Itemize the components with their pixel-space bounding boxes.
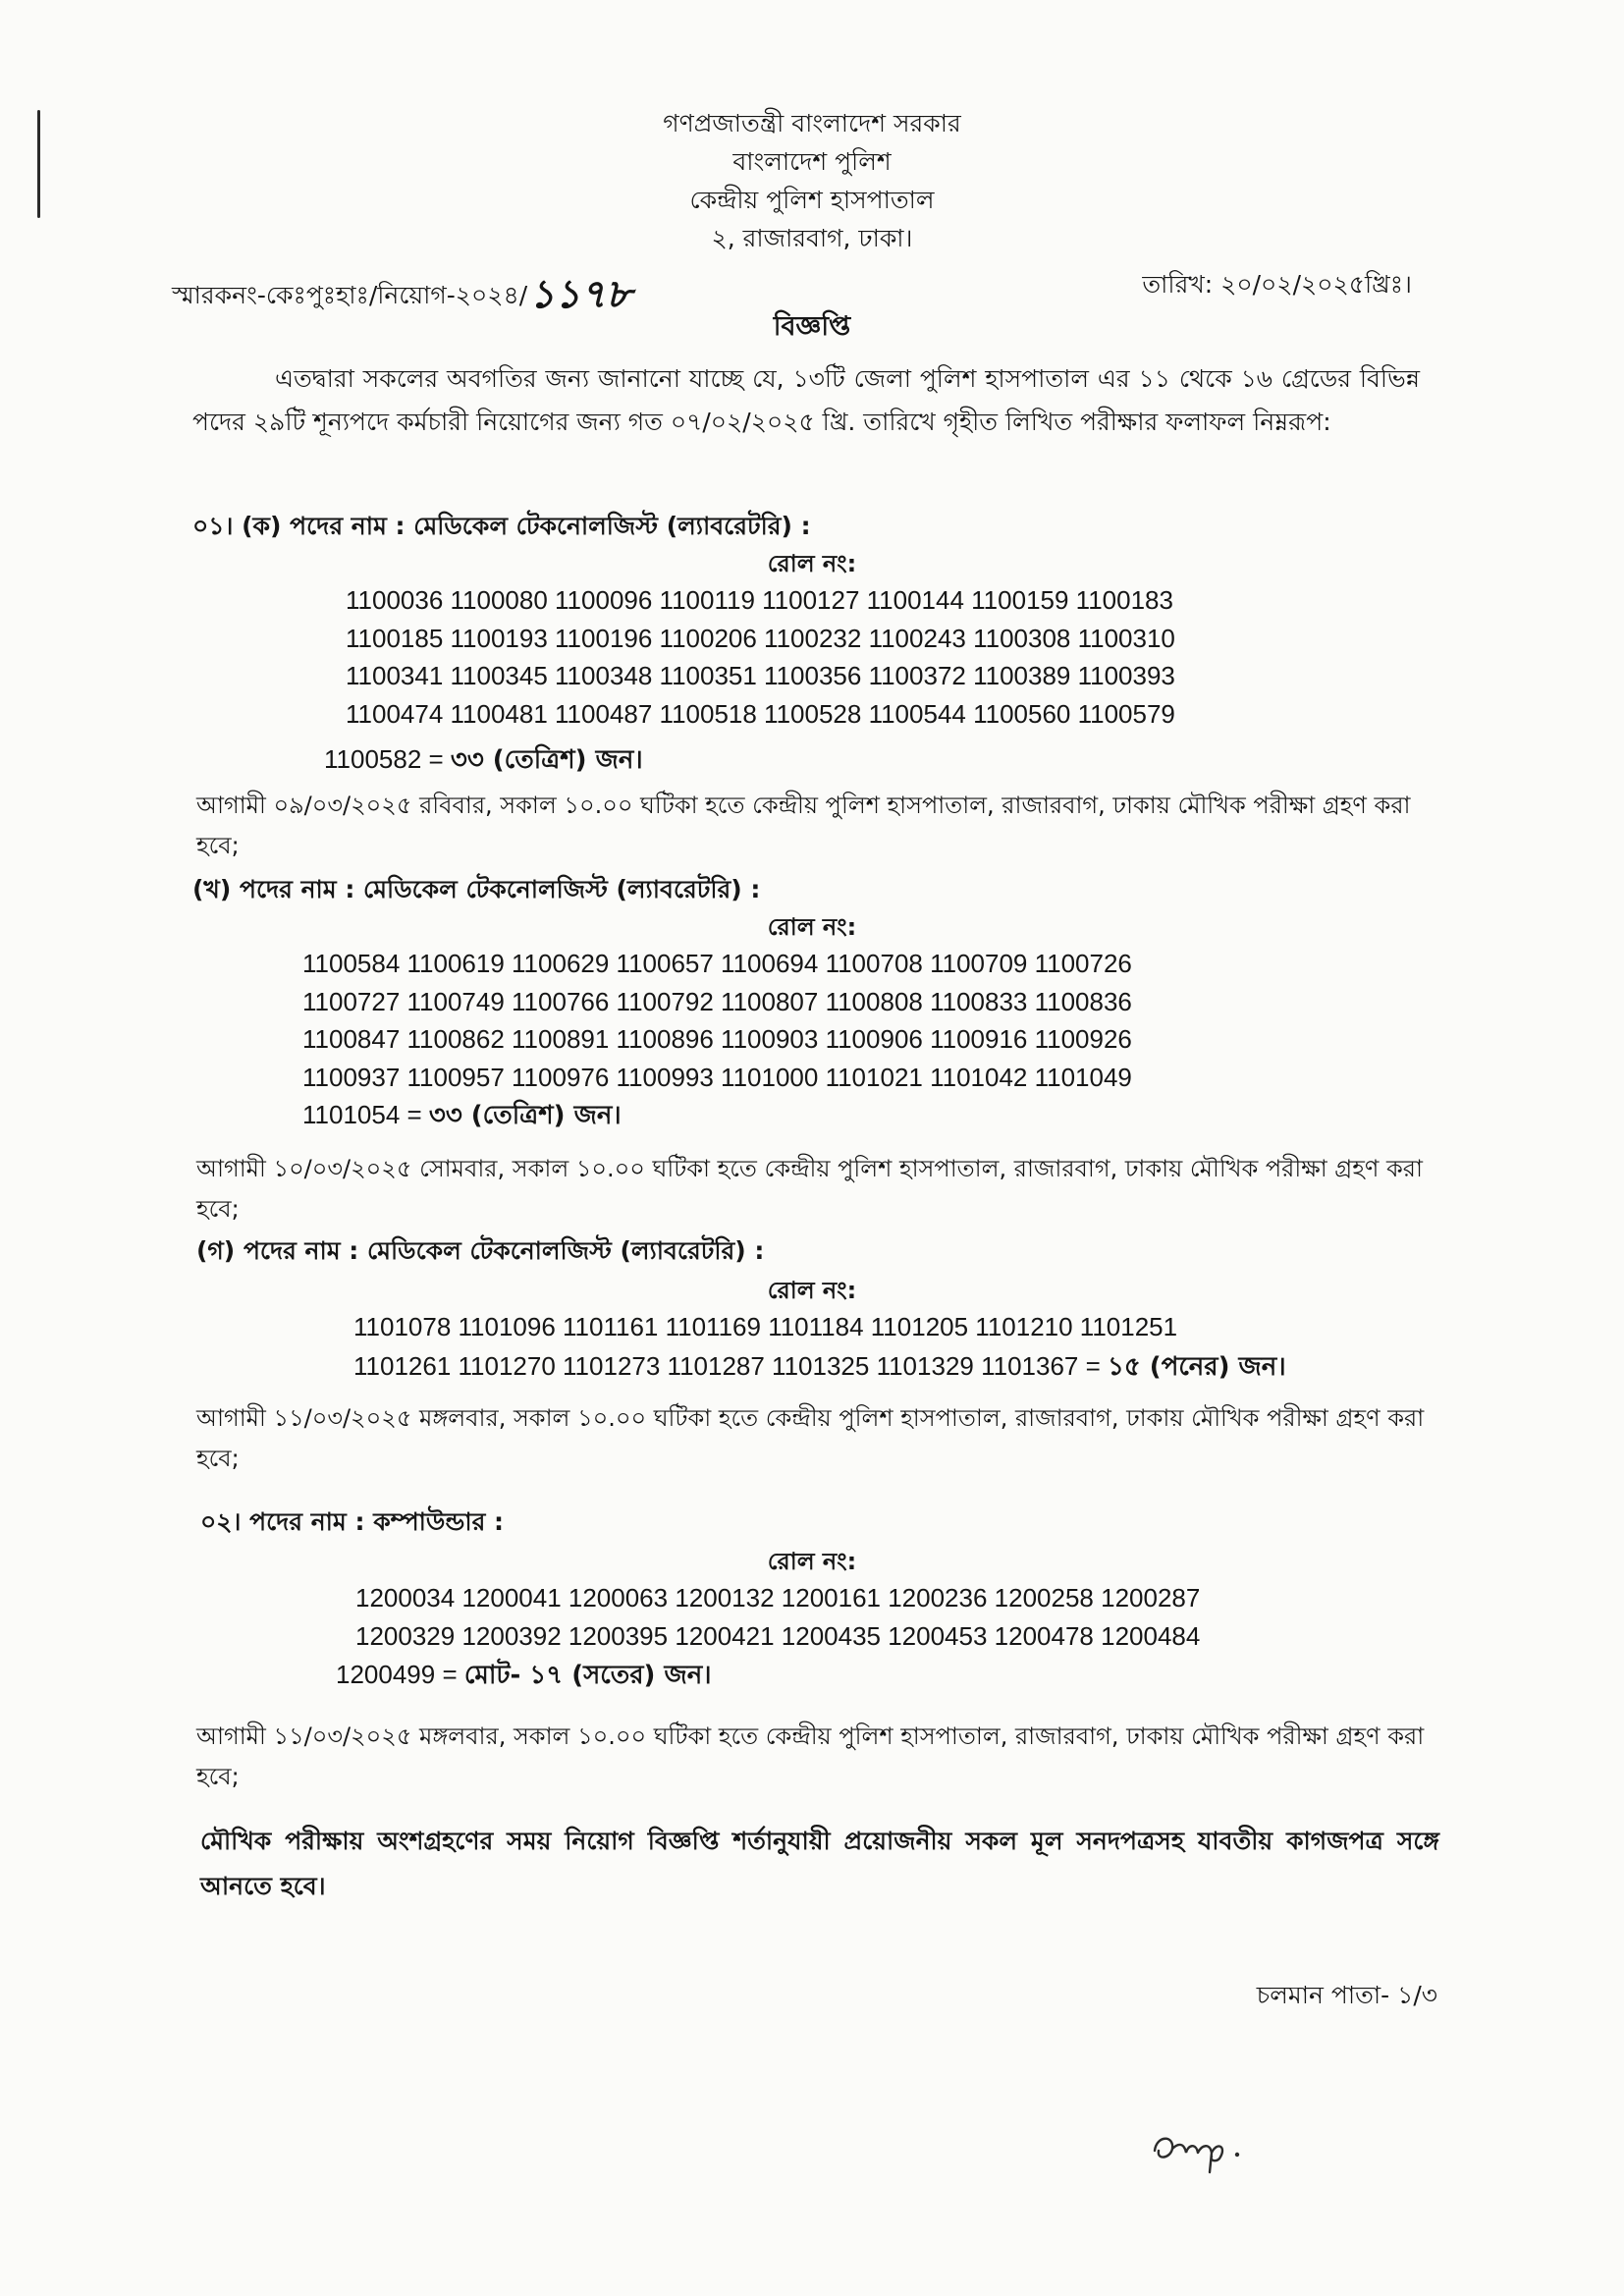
- section-1-roll-label: রোল নং:: [767, 550, 857, 577]
- section-3-roll-label: রোল নং:: [767, 1277, 857, 1304]
- last-roll: 1200499 =: [336, 1660, 464, 1689]
- roll-row: 1100584 1100619 1100629 1100657 1100694 1100708 1100709 1100726: [302, 949, 1132, 978]
- section-4-viva-note: আগামী ১১/০৩/২০২৫ মঙ্গলবার, সকাল ১০.০০ ঘটিকা হতে কেন্দ্রীয় পুলিশ হাসপাতাল, রাজারবাগ, ঢাকায় মৌখিক পরীক্ষা গ্রহণ করা হবে;: [196, 1722, 1425, 1790]
- roll-row: 1101078 1101096 1101161 1101169 1101184 1101205 1101210 1101251: [353, 1312, 1178, 1341]
- section-4-roll-label: রোল নং:: [767, 1548, 857, 1575]
- section-1-roll-list: [346, 581, 1175, 733]
- section-1-heading: ০১। (ক) পদের নাম : মেডিকেল টেকনোলজিস্ট (ল্যাবরেটরি) :: [192, 512, 811, 540]
- section-4-roll-list: [355, 1579, 1200, 1655]
- section-2-roll-label: রোল নং:: [767, 913, 857, 941]
- section-2-viva-note: আগামী ১০/০৩/২০২৫ সোমবার, সকাল ১০.০০ ঘটিকা হতে কেন্দ্রীয় পুলিশ হাসপাতাল, রাজারবাগ, ঢাকায় মৌখিক পরীক্ষা গ্রহণ করা হবে;: [196, 1155, 1423, 1223]
- roll-row: 1100474 1100481 1100487 1100518 1100528 1100544 1100560 1100579: [346, 698, 1175, 729]
- roll-row: 1200034 1200041 1200063 1200132 1200161 1200236 1200258 1200287: [355, 1583, 1201, 1613]
- section-3-roll-total-row: [353, 1347, 1286, 1387]
- section-4-roll-total-row: [336, 1656, 712, 1695]
- roll-row: 1100185 1100193 1100196 1100206 1100232 1100243 1100308 1100310: [346, 623, 1175, 653]
- section-4-heading: ০২। পদের নাম : কম্পাউন্ডার :: [200, 1507, 505, 1536]
- section-1-roll-total-row: [324, 740, 643, 780]
- letterhead-line-address: ২, রাজারবাগ, ঢাকা।: [711, 224, 913, 252]
- signature-scribble: [1147, 2121, 1255, 2180]
- intro-paragraph: এতদ্বারা সকলের অবগতির জন্য জানানো যাচ্ছে যে, ১৩টি জেলা পুলিশ হাসপাতাল এর ১১ থেকে ১৬ গ্রেডের বিভিন্ন পদের ২৯টি শূন্যপদে কর্মচারী নিয়োগের জন্য গত ০৭/০২/২০২৫ খ্রি. তারিখে গৃহীত লিখিত পরীক্ষার ফলাফল নিম্নরূপ:: [192, 364, 1420, 436]
- letterhead-line-hospital: কেন্দ্রীয় পুলিশ হাসপাতাল: [689, 186, 935, 214]
- documents-instruction: মৌখিক পরীক্ষায় অংশগ্রহণের সময় নিয়োগ বিজ্ঞপ্তি শর্তানুযায়ী প্রয়োজনীয় সকল মূল সনদপত্রসহ যাবতীয় কাগজপত্র সঙ্গে আনতে হবে।: [200, 1827, 1439, 1900]
- letterhead-line-police: বাংলাদেশ পুলিশ: [732, 147, 892, 176]
- roll-row: 1100937 1100957 1100976 1100993 1101000 1101021 1101042 1101049: [302, 1062, 1132, 1092]
- section-1-total: ৩৩ (তেত্রিশ) জন।: [450, 745, 643, 775]
- roll-row: 1100036 1100080 1100096 1100119 1100127 1100144 1100159 1100183: [346, 585, 1173, 615]
- memo-prefix: স্মারকনং-কেঃপুঃহাঃ/নিয়োগ-২০২৪/: [172, 281, 528, 309]
- section-2-roll-total-row: [302, 1096, 622, 1135]
- page-indicator: চলমান পাতা- ১/৩: [1256, 1981, 1437, 2009]
- section-3-viva-note: আগামী ১১/০৩/২০২৫ মঙ্গলবার, সকাল ১০.০০ ঘটিকা হতে কেন্দ্রীয় পুলিশ হাসপাতাল, রাজারবাগ, ঢাকায় মৌখিক পরীক্ষা গ্রহণ করা হবে;: [196, 1404, 1425, 1472]
- roll-row: 1200329 1200392 1200395 1200421 1200435 1200453 1200478 1200484: [355, 1620, 1201, 1651]
- letterhead: [0, 104, 1624, 257]
- letterhead-line-government: গণপ্রজাতন্ত্রী বাংলাদেশ সরকার: [663, 109, 961, 137]
- section-1-viva-note: আগামী ০৯/০৩/২০২৫ রবিবার, সকাল ১০.০০ ঘটিকা হতে কেন্দ্রীয় পুলিশ হাসপাতাল, রাজারবাগ, ঢাকায় মৌখিক পরীক্ষা গ্রহণ করা হবে;: [196, 792, 1411, 859]
- section-2-roll-list: [302, 945, 1132, 1096]
- roll-row: 1100727 1100749 1100766 1100792 1100807 1100808 1100833 1100836: [302, 986, 1132, 1016]
- section-2-total: ৩৩ (তেত্রিশ) জন।: [428, 1101, 622, 1130]
- section-3-heading: (গ) পদের নাম : মেডিকেল টেকনোলজিস্ট (ল্যাবরেটরি) :: [196, 1236, 765, 1265]
- roll-row: 1100847 1100862 1100891 1100896 1100903 1100906 1100916 1100926: [302, 1024, 1132, 1054]
- section-3-total: ১৫ (পনের) জন।: [1108, 1352, 1286, 1382]
- memo-handwritten-number: ১১৭৮: [529, 271, 632, 317]
- notice-title: বিজ্ঞপ্তি: [773, 311, 851, 342]
- last-roll: 1101261 1101270 1101273 1101287 1101325 1101329 1101367 =: [353, 1351, 1109, 1381]
- issue-date: তারিখ: ২০/০২/২০২৫খ্রিঃ।: [1142, 270, 1412, 299]
- section-2-heading: (খ) পদের নাম : মেডিকেল টেকনোলজিস্ট (ল্যাবরেটরি) :: [192, 875, 761, 903]
- section-4-total: মোট- ১৭ (সতের) জন।: [463, 1661, 712, 1690]
- last-roll: 1100582 =: [324, 744, 451, 774]
- last-roll: 1101054 =: [302, 1100, 429, 1129]
- section-3-roll-list: [353, 1308, 1177, 1346]
- roll-row: 1100341 1100345 1100348 1100351 1100356 1100372 1100389 1100393: [346, 661, 1175, 690]
